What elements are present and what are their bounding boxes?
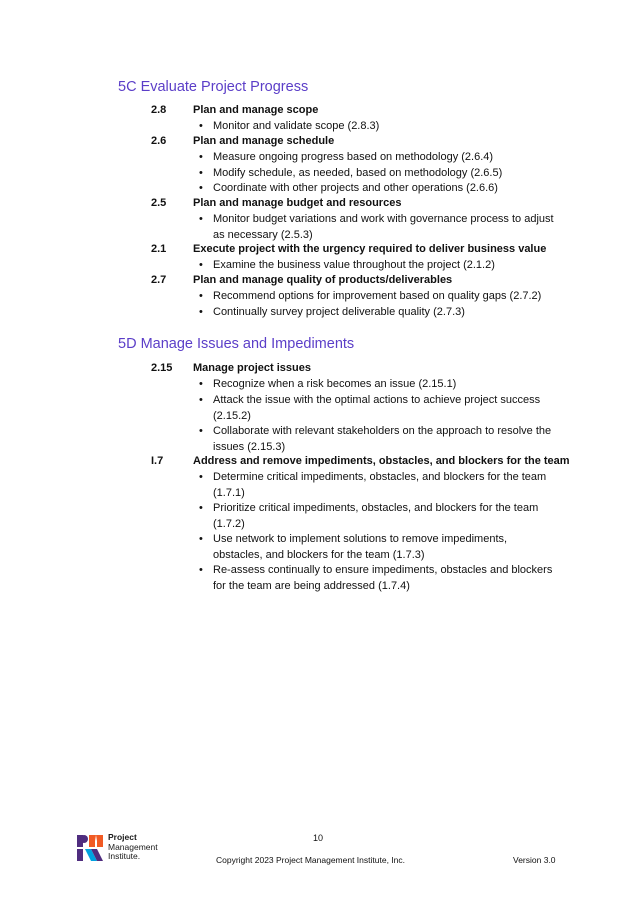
bullet-text: Collaborate with relevant stakeholders on the approach to resolve the issues (2.15.3) — [213, 425, 552, 453]
bullet-text: Examine the business value throughout the project (2.1.2) — [213, 259, 495, 271]
bullet-text: Attack the issue with the optimal actions to achieve project success (2.15.2) — [213, 394, 541, 422]
task-title: Plan and manage schedule — [193, 135, 335, 147]
copyright-text: Copyright 2023 Project Management Institute, Inc. — [216, 855, 405, 865]
bullet: • — [199, 259, 203, 271]
bullet: • — [199, 378, 203, 390]
task-title: Address and remove impediments, obstacles, and blockers for the team — [193, 455, 570, 467]
task-number: 2.1 — [151, 243, 167, 255]
bullet-text: Prioritize critical impediments, obstacles, and blockers for the team (1.7.2) — [213, 502, 539, 530]
bullet: • — [199, 564, 203, 576]
task-title: Manage project issues — [193, 362, 311, 374]
task-number: 2.5 — [151, 197, 167, 209]
task-number: I.7 — [151, 455, 164, 467]
bullet-text: Use network to implement solutions to remove impediments, obstacles, and blockers for the team (1.7.3) — [213, 533, 508, 561]
task-title: Plan and manage quality of products/deliverables — [193, 274, 453, 286]
pmi-logo-text — [108, 833, 158, 862]
bullet-text: Coordinate with other projects and other operations (2.6.6) — [213, 182, 498, 194]
pmi-logo-mark-icon — [77, 833, 107, 863]
task-number: 2.7 — [151, 274, 167, 286]
bullet-text: Re-assess continually to ensure impediments, obstacles and blockers for the team are being addressed (1.7.4) — [213, 564, 553, 592]
logo-line: Institute. — [108, 851, 141, 861]
logo-line: Management — [108, 841, 158, 852]
bullet: • — [199, 151, 203, 163]
section-title: 5D Manage Issues and Impediments — [118, 336, 355, 352]
task-title: Plan and manage scope — [193, 104, 319, 116]
task-number: 2.15 — [151, 362, 173, 374]
bullet: • — [199, 290, 203, 302]
task-title: Execute project with the urgency required to deliver business value — [193, 243, 547, 255]
bullet: • — [199, 120, 203, 132]
bullet-text: Determine critical impediments, obstacles, and blockers for the team (1.7.1) — [213, 471, 547, 499]
bullet-text: Monitor and validate scope (2.8.3) — [213, 120, 380, 132]
bullet-text: Continually survey project deliverable quality (2.7.3) — [213, 306, 465, 318]
version-text: Version 3.0 — [513, 855, 556, 865]
task-number: 2.6 — [151, 135, 167, 147]
bullet-text: Recommend options for improvement based on quality gaps (2.7.2) — [213, 290, 542, 302]
bullet: • — [199, 471, 203, 483]
bullet: • — [199, 167, 203, 179]
bullet: • — [199, 533, 203, 545]
bullet: • — [199, 425, 203, 437]
bullet: • — [199, 182, 203, 194]
bullet-text: Monitor budget variations and work with governance process to adjust as necessary (2.5.3) — [213, 213, 554, 241]
bullet-text: Modify schedule, as needed, based on methodology (2.6.5) — [213, 167, 503, 179]
bullet: • — [199, 394, 203, 406]
task-title: Plan and manage budget and resources — [193, 197, 402, 209]
page-number: 10 — [313, 833, 324, 843]
bullet: • — [199, 502, 203, 514]
bullet: • — [199, 213, 203, 225]
logo-line: Project — [108, 832, 137, 842]
bullet: • — [199, 306, 203, 318]
bullet-text: Measure ongoing progress based on methodology (2.6.4) — [213, 151, 494, 163]
bullet-text: Recognize when a risk becomes an issue (2.15.1) — [213, 378, 457, 390]
section-title: 5C Evaluate Project Progress — [118, 79, 309, 95]
task-number: 2.8 — [151, 104, 167, 116]
